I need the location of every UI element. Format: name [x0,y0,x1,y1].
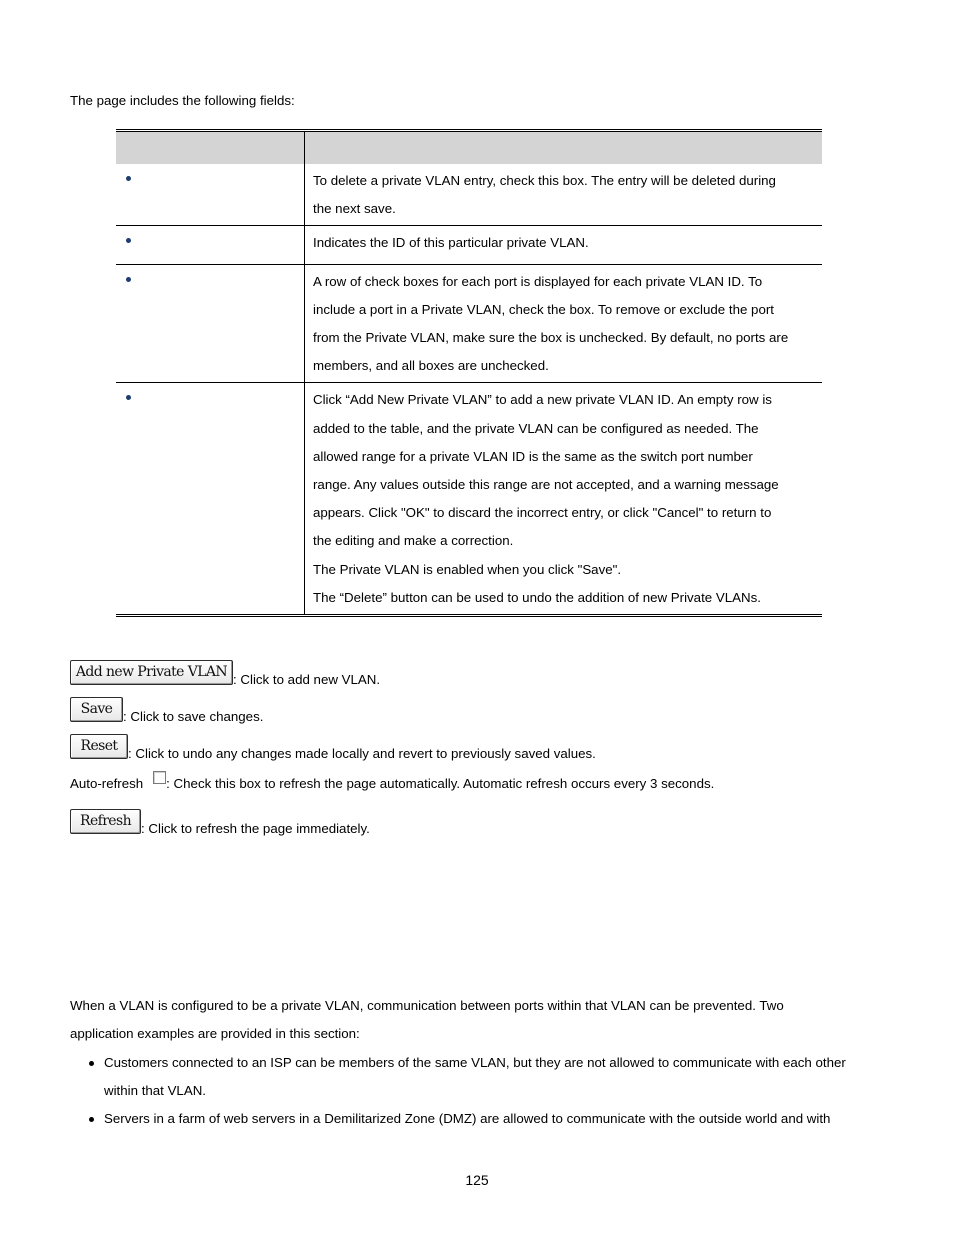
description-line: include a port in a Private VLAN, check the box. To remove or exclude the port [313,301,774,317]
bullet-icon [126,176,131,181]
save-line [70,697,263,724]
object-cell [116,226,305,264]
paragraph-line: application examples are provided in this section: [70,1026,360,1042]
bullet-icon [126,395,131,400]
add-new-private-vlan-button[interactable]: Add new Private VLAN [70,660,233,685]
list-item [70,1049,890,1105]
save-description: : Click to save changes. [123,709,264,724]
description-cell [305,164,823,226]
description-line: The “Delete” button can be used to undo the addition of new Private VLANs. [313,589,761,605]
object-cell [116,383,305,616]
description-line: the editing and make a correction. [313,533,514,549]
list-item-line: within that VLAN. [104,1083,206,1099]
reset-button[interactable]: Reset [70,734,128,759]
header-cell-description [305,131,823,165]
auto-refresh-description: : Check this box to refresh the page automatically. Automatic refresh occurs every 3 seconds. [166,776,715,791]
header-cell-object [116,131,305,165]
auto-refresh-line [70,768,714,791]
description-line: range. Any values outside this range are not accepted, and a warning message [313,477,779,493]
description-line: from the Private VLAN, make sure the box is unchecked. By default, no ports are [313,330,789,346]
bullet-icon [89,1117,94,1122]
object-cell [116,164,305,226]
auto-refresh-label: Auto-refresh [70,776,144,791]
reset-line [70,734,596,761]
description-line: Indicates the ID of this particular private VLAN. [313,235,589,251]
table-row [116,226,822,264]
refresh-button[interactable]: Refresh [70,809,141,834]
object-cell [116,264,305,383]
add-new-private-vlan-line [70,660,380,687]
description-line: The Private VLAN is enabled when you click "Save". [313,561,622,577]
description-line: added to the table, and the private VLAN can be configured as needed. The [313,420,759,436]
reset-description: : Click to undo any changes made locally and revert to previously saved values. [128,746,596,761]
page-number: 125 [465,1172,489,1188]
refresh-description: : Click to refresh the page immediately. [141,821,370,836]
body-paragraph [70,992,890,1048]
bullet-icon [126,277,131,282]
list-item-line: Customers connected to an ISP can be members of the same VLAN, but they are not allowed to communicate with each other [104,1055,846,1070]
bullet-icon [89,1061,94,1066]
description-line: Click “Add New Private VLAN” to add a new private VLAN ID. An empty row is [313,392,772,408]
description-cell [305,264,823,383]
description-line: To delete a private VLAN entry, check this box. The entry will be deleted during [313,173,776,188]
save-button[interactable]: Save [70,697,123,722]
table-header-row [116,131,822,165]
bullet-icon [126,238,131,243]
paragraph-line: When a VLAN is configured to be a private VLAN, communication between ports within that VLAN can be prevented. Two [70,998,784,1013]
example-list [70,1049,890,1134]
intro-text: The page includes the following fields: [70,93,295,108]
list-item [70,1105,890,1133]
description-line: appears. Click "OK" to discard the incorrect entry, or click "Cancel" to return to [313,505,772,521]
auto-refresh-checkbox[interactable] [153,771,166,784]
list-item-line: Servers in a farm of web servers in a Demilitarized Zone (DMZ) are allowed to communicate with the outside world and with [104,1111,831,1127]
table-row [116,264,822,383]
description-cell [305,226,823,264]
table-row [116,164,822,226]
table-row [116,383,822,616]
refresh-line [70,809,370,836]
add-new-description: : Click to add new VLAN. [233,672,381,687]
description-cell [305,383,823,616]
description-line: members, and all boxes are unchecked. [313,358,549,374]
description-line: the next save. [313,201,396,217]
fields-table [116,129,822,617]
description-line: allowed range for a private VLAN ID is the same as the switch port number [313,448,753,464]
description-line: A row of check boxes for each port is displayed for each private VLAN ID. To [313,273,763,289]
